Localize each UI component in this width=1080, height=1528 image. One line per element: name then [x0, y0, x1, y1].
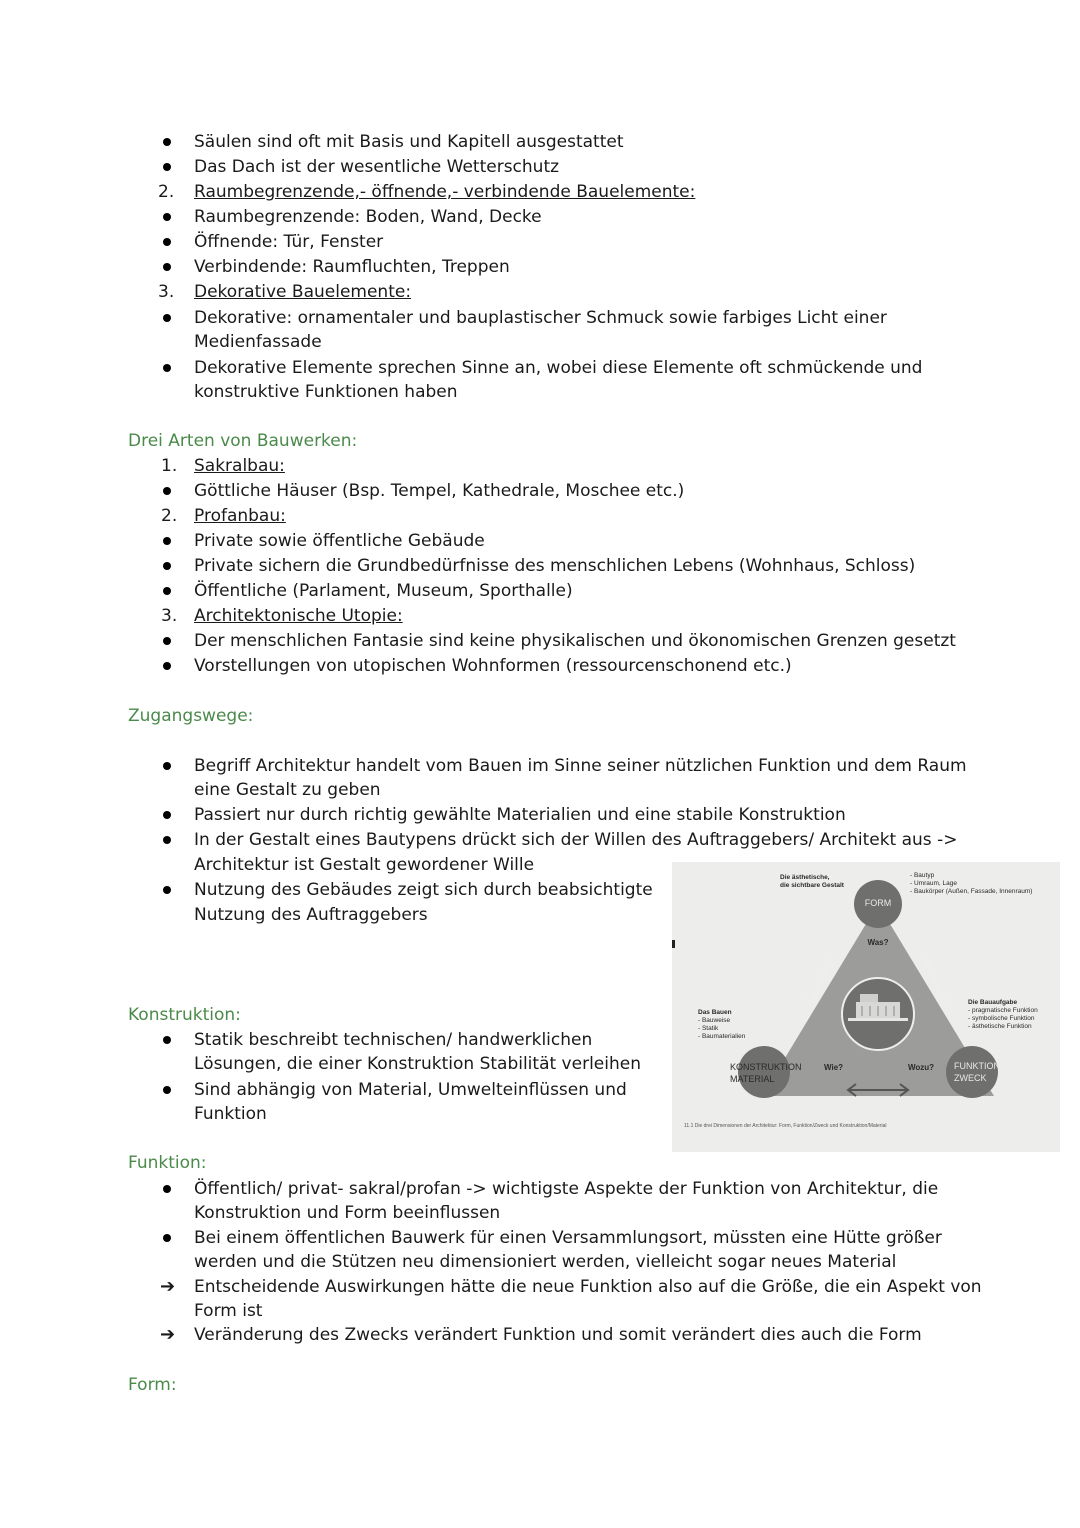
bullet [158, 479, 178, 503]
bullet [158, 1028, 178, 1052]
section-heading: Zugangswege: [128, 706, 254, 726]
list-item: Veränderung des Zwecks verändert Funktion und somit verändert dies auch die Form [194, 1325, 922, 1345]
bullet [158, 306, 178, 330]
bullet [158, 1226, 178, 1250]
funktion-circle [946, 1046, 998, 1098]
funktion-description-line4: - ästhetische Funktion [968, 1023, 1032, 1030]
bullet [158, 205, 178, 229]
was-label: Was? [867, 938, 889, 947]
list-item-continuation: werden und die Stützen neu dimensioniert werden, vielleicht sogar neues Material [194, 1252, 897, 1272]
funktion-description-line3: - symbolische Funktion [968, 1015, 1035, 1022]
photo-edge-mark [672, 940, 675, 948]
list-item: Begriff Architektur handelt vom Bauen im Sinne seiner nützlichen Funktion und dem Raum [194, 756, 967, 776]
bullet [158, 155, 178, 179]
numbered-heading: Sakralbau: [194, 456, 285, 476]
bullet [158, 579, 178, 603]
list-item-continuation: konstruktive Funktionen haben [194, 382, 458, 402]
list-item: Öffnende: Tür, Fenster [194, 232, 384, 252]
form-detail-line3: - Baukörper (Außen, Fassade, Innenraum) [910, 888, 1033, 895]
list-item: Dekorative: ornamentaler und bauplastischer Schmuck sowie farbiges Licht einer [194, 308, 887, 328]
section-heading: Konstruktion: [128, 1005, 241, 1025]
bullet [158, 1177, 178, 1201]
konstruktion-description-line1: Das Bauen [698, 1009, 732, 1016]
section-heading: Drei Arten von Bauwerken: [128, 431, 358, 451]
diagram-caption: 11.1 Die drei Dimensionen der Architektur: Form, Funktion/Zweck und Konstruktion/Material [684, 1123, 887, 1129]
bullet [158, 828, 178, 852]
list-item: Vorstellungen von utopischen Wohnformen (ressourcenschonend etc.) [194, 656, 792, 676]
numbered-heading: Raumbegrenzende,- öffnende,- verbindende Bauelemente: [194, 182, 696, 202]
section-heading: Funktion: [128, 1153, 207, 1173]
bullet [158, 654, 178, 678]
list-item-continuation: Medienfassade [194, 332, 322, 352]
funktion-description-line2: - pragmatische Funktion [968, 1007, 1038, 1014]
list-item-continuation: Konstruktion und Form beeinflussen [194, 1203, 501, 1223]
list-item: Private sowie öffentliche Gebäude [194, 531, 485, 551]
konstruktion-label: KONSTRUKTION [730, 1062, 802, 1072]
bullet [158, 554, 178, 578]
bullet [158, 754, 178, 778]
list-item: Raumbegrenzende: Boden, Wand, Decke [194, 207, 542, 227]
bullet [158, 1078, 178, 1102]
bullet [158, 529, 178, 553]
zweck-label: ZWECK [954, 1073, 987, 1083]
list-item: Private sichern die Grundbedürfnisse des menschlichen Lebens (Wohnhaus, Schloss) [194, 556, 916, 576]
list-item: Nutzung des Gebäudes zeigt sich durch beabsichtigte [194, 880, 653, 900]
list-item: Öffentliche (Parlament, Museum, Sporthalle) [194, 581, 573, 601]
list-item-continuation: eine Gestalt zu geben [194, 780, 381, 800]
wie-label: Wie? [824, 1063, 844, 1072]
list-number: 3. [158, 282, 175, 302]
bullet [158, 130, 178, 154]
form-description-line2: die sichtbare Gestalt [780, 882, 844, 889]
list-item: Dekorative Elemente sprechen Sinne an, wobei diese Elemente oft schmückende und [194, 358, 923, 378]
list-item: Passiert nur durch richtig gewählte Materialien und eine stabile Konstruktion [194, 805, 846, 825]
numbered-heading: Architektonische Utopie: [194, 606, 403, 626]
list-item: Das Dach ist der wesentliche Wetterschutz [194, 157, 560, 177]
list-item-continuation: Form ist [194, 1301, 263, 1321]
konstruktion-circle [738, 1046, 790, 1098]
konstruktion-description-line3: - Statik [698, 1025, 719, 1032]
bullet [158, 803, 178, 827]
form-label: FORM [864, 898, 892, 908]
form-description-line1: Die ästhetische, [780, 874, 830, 881]
list-item: Säulen sind oft mit Basis und Kapitell ausgestattet [194, 132, 624, 152]
list-number: 1. [161, 456, 178, 476]
list-item: In der Gestalt eines Bautypens drückt sich der Willen des Auftraggebers/ Architekt aus -> [194, 830, 958, 850]
list-item: Der menschlichen Fantasie sind keine physikalischen und ökonomischen Grenzen gesetzt [194, 631, 956, 651]
form-detail-line2: - Umraum, Lage [910, 880, 957, 887]
list-item-continuation: Funktion [194, 1104, 267, 1124]
list-number: 2. [158, 182, 175, 202]
funktion-label: FUNKTION [954, 1061, 1000, 1071]
bullet [158, 629, 178, 653]
list-item: Göttliche Häuser (Bsp. Tempel, Kathedrale, Moschee etc.) [194, 481, 685, 501]
funktion-description-line1: Die Bauaufgabe [968, 999, 1018, 1006]
arrow-bullet-icon: ➔ [160, 1276, 176, 1297]
bullet [158, 255, 178, 279]
list-item: Entscheidende Auswirkungen hätte die neue Funktion also auf die Größe, die ein Aspekt von [194, 1277, 982, 1297]
numbered-heading: Dekorative Bauelemente: [194, 282, 412, 302]
wozu-label: Wozu? [908, 1063, 935, 1072]
bullet [158, 878, 178, 902]
form-detail-line1: - Bautyp [910, 872, 935, 879]
list-item: Statik beschreibt technischen/ handwerklichen [194, 1030, 593, 1050]
list-item-continuation: Architektur ist Gestalt gewordener Wille [194, 855, 535, 875]
section-heading: Form: [128, 1375, 177, 1395]
numbered-heading: Profanbau: [194, 506, 286, 526]
list-item: Verbindende: Raumfluchten, Treppen [194, 257, 510, 277]
list-item: Öffentlich/ privat- sakral/profan -> wichtigste Aspekte der Funktion von Architektur, die [194, 1179, 939, 1199]
list-number: 3. [161, 606, 178, 626]
bullet [158, 356, 178, 380]
list-item-continuation: Nutzung des Auftraggebers [194, 905, 428, 925]
list-item: Sind abhängig von Material, Umwelteinflüssen und [194, 1080, 627, 1100]
material-label: MATERIAL [730, 1074, 775, 1084]
konstruktion-description-line2: - Bauweise [698, 1017, 731, 1024]
bullet [158, 230, 178, 254]
konstruktion-description-line4: - Baumaterialien [698, 1033, 746, 1040]
list-item-continuation: Lösungen, die einer Konstruktion Stabilität verleihen [194, 1054, 641, 1074]
architecture-dimensions-diagram [672, 862, 1060, 1152]
arrow-bullet-icon: ➔ [160, 1324, 176, 1345]
list-number: 2. [161, 506, 178, 526]
list-item: Bei einem öffentlichen Bauwerk für einen Versammlungsort, müssten eine Hütte größer [194, 1228, 942, 1248]
